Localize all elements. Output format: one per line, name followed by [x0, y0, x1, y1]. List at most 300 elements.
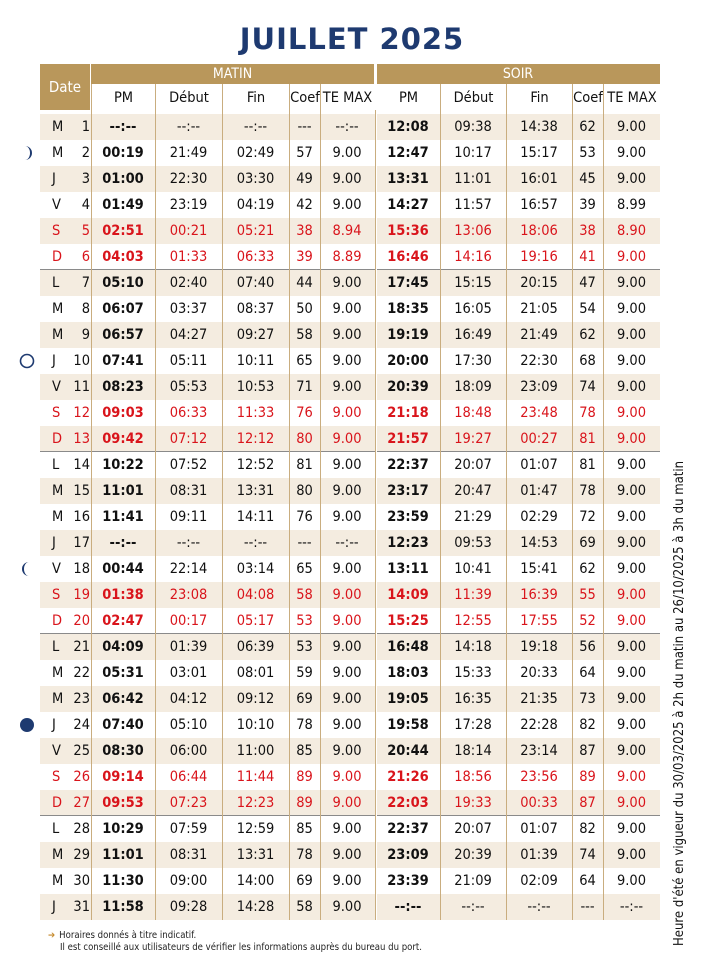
cell-fin2: 23:14: [520, 743, 558, 759]
day-letter: M: [52, 301, 64, 317]
cell-te2: 9.00: [616, 145, 647, 161]
cell-deb2: 19:27: [454, 431, 492, 447]
cell-coef1: 76: [296, 509, 313, 525]
cell-coef2: 53: [579, 145, 596, 161]
day-letter: M: [52, 691, 64, 707]
cell-coef1: 78: [296, 717, 313, 733]
cell-fin1: 03:14: [236, 561, 275, 577]
cell-coef1: 81: [296, 457, 313, 473]
cell-deb2: 11:39: [454, 587, 492, 603]
cell-pm1: 05:10: [102, 275, 144, 291]
day-letter: V: [52, 561, 61, 577]
day-letter: S: [52, 223, 61, 239]
day-number: 1: [81, 119, 90, 135]
date-cell: [40, 738, 90, 764]
cell-fin2: --:--: [527, 899, 551, 915]
cell-te2: 9.00: [616, 691, 647, 707]
day-number: 29: [73, 847, 90, 863]
day-number: 18: [73, 561, 90, 577]
date-cell: [40, 816, 90, 842]
date-cell: [40, 894, 90, 920]
cell-fin1: 08:37: [236, 301, 275, 317]
cell-pm1: 06:42: [102, 691, 144, 707]
cell-fin1: 11:33: [236, 405, 275, 421]
cell-deb1: 06:00: [169, 743, 208, 759]
cell-coef2: 64: [579, 665, 596, 681]
table-row: [40, 556, 660, 582]
day-letter: S: [52, 405, 61, 421]
table-row: [40, 192, 660, 218]
day-number: 23: [73, 691, 90, 707]
cell-pm2: 23:59: [387, 509, 429, 525]
day-letter: D: [52, 431, 63, 447]
matin-header: MATIN: [91, 64, 374, 84]
cell-te2: 9.00: [616, 353, 647, 369]
cell-te1: 9.00: [332, 353, 362, 369]
day-letter: M: [52, 327, 64, 343]
cell-deb1: 06:44: [169, 769, 208, 785]
full-moon-icon: [16, 350, 38, 372]
cell-te2: 9.00: [616, 613, 647, 629]
cell-coef2: 54: [579, 301, 596, 317]
cell-pm1: 08:23: [102, 379, 144, 395]
cell-pm1: 06:07: [102, 301, 144, 317]
cell-pm1: 11:30: [102, 873, 144, 889]
day-number: 11: [73, 379, 90, 395]
cell-pm2: 14:27: [387, 197, 429, 213]
cell-coef2: 81: [579, 457, 596, 473]
cell-deb2: 15:33: [454, 665, 492, 681]
cell-pm2: --:--: [394, 899, 422, 915]
day-number: 9: [81, 327, 90, 343]
cell-coef2: 64: [579, 873, 596, 889]
cell-pm2: 16:48: [387, 639, 429, 655]
cell-coef1: 59: [296, 665, 313, 681]
table-row: [40, 166, 660, 192]
cell-deb1: 08:31: [169, 847, 208, 863]
cell-fin1: 09:12: [236, 691, 275, 707]
cell-deb1: 04:12: [169, 691, 208, 707]
cell-deb2: 20:07: [454, 457, 492, 473]
cell-te2: 9.00: [616, 639, 647, 655]
cell-coef2: 89: [579, 769, 596, 785]
day-letter: M: [52, 873, 64, 889]
cell-te2: 9.00: [616, 249, 647, 265]
cell-fin2: 23:09: [520, 379, 558, 395]
day-number: 5: [81, 223, 90, 239]
cell-fin1: 14:28: [236, 899, 275, 915]
cell-te1: 8.94: [332, 223, 362, 239]
cell-te1: 9.00: [332, 509, 362, 525]
cell-fin1: 14:11: [236, 509, 275, 525]
cell-deb1: 23:19: [169, 197, 208, 213]
cell-te2: 8.90: [616, 223, 647, 239]
column-divider: [440, 84, 441, 920]
cell-fin2: 00:33: [520, 795, 558, 811]
cell-deb2: 20:39: [454, 847, 492, 863]
cell-fin1: 14:00: [236, 873, 275, 889]
cell-te2: 9.00: [616, 847, 647, 863]
date-cell: [40, 244, 90, 270]
cell-coef1: 89: [296, 769, 313, 785]
cell-deb1: 23:08: [169, 587, 208, 603]
cell-pm1: 06:57: [102, 327, 144, 343]
cell-pm2: 13:11: [387, 561, 429, 577]
day-number: 26: [73, 769, 90, 785]
cell-pm2: 18:03: [387, 665, 429, 681]
day-number: 24: [73, 717, 90, 733]
cell-fin1: 12:12: [236, 431, 275, 447]
cell-fin1: 10:10: [236, 717, 275, 733]
cell-te2: 9.00: [616, 769, 647, 785]
cell-te1: --:--: [335, 535, 359, 551]
cell-pm2: 23:09: [387, 847, 429, 863]
cell-pm2: 12:23: [387, 535, 429, 551]
cell-deb2: 10:17: [454, 145, 492, 161]
cell-pm2: 13:31: [387, 171, 429, 187]
cell-deb2: 16:49: [454, 327, 492, 343]
cell-coef1: 44: [296, 275, 313, 291]
cell-coef2: 62: [579, 119, 596, 135]
table-row: [40, 504, 660, 530]
table-row: [40, 712, 660, 738]
day-number: 7: [81, 275, 90, 291]
cell-fin1: 04:08: [236, 587, 275, 603]
cell-te2: 9.00: [616, 483, 647, 499]
cell-te2: 8.99: [616, 197, 647, 213]
cell-coef1: 49: [296, 171, 313, 187]
cell-pm2: 21:18: [387, 405, 429, 421]
day-letter: S: [52, 587, 61, 603]
cell-fin1: 06:39: [236, 639, 275, 655]
cell-te2: --:--: [619, 899, 644, 915]
cell-deb1: 01:39: [169, 639, 208, 655]
date-cell: [40, 426, 90, 452]
cell-pm1: --:--: [109, 535, 137, 551]
cell-coef1: 50: [296, 301, 313, 317]
cell-coef2: 38: [579, 223, 596, 239]
cell-coef1: 69: [296, 873, 313, 889]
date-cell: [40, 504, 90, 530]
cell-pm1: 11:41: [102, 509, 144, 525]
cell-fin2: 14:38: [520, 119, 558, 135]
cell-deb2: --:--: [461, 899, 485, 915]
cell-deb2: 16:05: [454, 301, 492, 317]
day-number: 10: [73, 353, 90, 369]
cell-deb1: 07:23: [169, 795, 208, 811]
cell-te1: 9.00: [332, 717, 362, 733]
cell-pm1: 11:58: [102, 899, 144, 915]
date-cell: [40, 608, 90, 634]
cell-deb1: --:--: [176, 535, 201, 551]
cell-fin2: 20:33: [520, 665, 558, 681]
cell-te2: 9.00: [616, 405, 647, 421]
cell-fin2: 16:39: [520, 587, 558, 603]
date-cell: [40, 712, 90, 738]
cell-deb2: 17:30: [454, 353, 492, 369]
cell-te1: 9.00: [332, 483, 362, 499]
table-row: [40, 790, 660, 816]
cell-fin1: 05:21: [236, 223, 275, 239]
date-cell: [40, 660, 90, 686]
cell-deb2: 18:56: [454, 769, 492, 785]
cell-coef2: 82: [579, 717, 596, 733]
cell-pm1: 09:03: [102, 405, 144, 421]
day-number: 28: [73, 821, 90, 837]
table-row: [40, 868, 660, 894]
cell-fin1: 05:17: [236, 613, 275, 629]
cell-coef1: 53: [296, 613, 313, 629]
cell-pm2: 15:25: [387, 613, 429, 629]
cell-coef2: 78: [579, 405, 596, 421]
cell-deb1: 08:31: [169, 483, 208, 499]
cell-fin1: 09:27: [236, 327, 275, 343]
last-quarter-moon-icon: [16, 558, 38, 580]
day-letter: J: [52, 535, 56, 551]
cell-coef1: 58: [296, 587, 313, 603]
new-moon-icon: [16, 714, 38, 736]
cell-coef1: 80: [296, 483, 313, 499]
column-divider: [320, 84, 321, 920]
cell-te1: 9.00: [332, 431, 362, 447]
cell-deb1: 04:27: [169, 327, 208, 343]
cell-te1: 9.00: [332, 405, 362, 421]
cell-coef2: 81: [579, 431, 596, 447]
day-number: 20: [73, 613, 90, 629]
day-letter: L: [52, 639, 60, 655]
cell-pm1: 07:41: [102, 353, 144, 369]
cell-deb2: 18:14: [454, 743, 492, 759]
cell-te2: 9.00: [616, 171, 647, 187]
cell-deb1: 03:37: [169, 301, 208, 317]
table-row: [40, 426, 660, 452]
cell-fin1: --:--: [243, 535, 268, 551]
date-cell: [40, 478, 90, 504]
table-row: [40, 296, 660, 322]
cell-pm2: 17:45: [387, 275, 429, 291]
cell-fin2: 14:53: [520, 535, 558, 551]
table-row: [40, 374, 660, 400]
cell-deb2: 10:41: [454, 561, 492, 577]
cell-coef2: 45: [579, 171, 596, 187]
table-row: [40, 582, 660, 608]
cell-coef2: 39: [579, 197, 596, 213]
cell-te1: 9.00: [332, 327, 362, 343]
day-letter: D: [52, 795, 63, 811]
cell-fin1: 13:31: [236, 847, 275, 863]
date-cell: [40, 374, 90, 400]
cell-pm2: 23:39: [387, 873, 429, 889]
day-letter: L: [52, 821, 60, 837]
cell-pm1: 00:44: [102, 561, 144, 577]
cell-pm1: 09:42: [102, 431, 144, 447]
first-quarter-moon-icon: [16, 142, 38, 164]
day-number: 30: [73, 873, 90, 889]
cell-pm2: 18:35: [387, 301, 429, 317]
cell-te2: 9.00: [616, 873, 647, 889]
day-number: 2: [81, 145, 90, 161]
day-number: 8: [81, 301, 90, 317]
cell-fin2: 01:47: [520, 483, 558, 499]
table-row: [40, 634, 660, 660]
cell-coef2: 87: [579, 795, 596, 811]
cell-coef2: 56: [579, 639, 596, 655]
table-row: [40, 816, 660, 842]
cell-coef1: 69: [296, 691, 313, 707]
column-divider: [155, 84, 156, 920]
cell-deb1: 01:33: [169, 249, 208, 265]
cell-fin2: 15:41: [520, 561, 558, 577]
cell-fin2: 15:17: [520, 145, 558, 161]
cell-te2: 9.00: [616, 821, 647, 837]
day-letter: M: [52, 509, 64, 525]
date-cell: [40, 348, 90, 374]
day-number: 16: [73, 509, 90, 525]
cell-fin2: 17:55: [520, 613, 558, 629]
cell-pm1: 07:40: [102, 717, 144, 733]
cell-pm1: --:--: [109, 119, 137, 135]
column-header-fin2: Fin: [506, 85, 572, 110]
date-cell: [40, 530, 90, 556]
cell-te2: 9.00: [616, 561, 647, 577]
cell-pm2: 19:58: [387, 717, 429, 733]
day-number: 6: [81, 249, 90, 265]
cell-coef1: 58: [296, 327, 313, 343]
cell-fin1: 12:59: [236, 821, 275, 837]
cell-coef2: 74: [579, 847, 596, 863]
day-letter: M: [52, 119, 64, 135]
cell-deb1: 07:12: [169, 431, 208, 447]
cell-fin1: 11:44: [236, 769, 275, 785]
day-number: 17: [73, 535, 90, 551]
cell-te1: 9.00: [332, 145, 362, 161]
cell-deb2: 16:35: [454, 691, 492, 707]
cell-fin1: 10:11: [236, 353, 275, 369]
table-row: [40, 530, 660, 556]
cell-coef2: 47: [579, 275, 596, 291]
day-number: 3: [81, 171, 90, 187]
date-cell: [40, 452, 90, 478]
cell-fin2: 16:01: [520, 171, 558, 187]
cell-deb2: 11:01: [454, 171, 492, 187]
cell-deb1: 21:49: [169, 145, 208, 161]
cell-fin2: 21:05: [520, 301, 558, 317]
cell-coef2: 73: [579, 691, 596, 707]
cell-deb1: 00:21: [169, 223, 208, 239]
cell-coef2: 74: [579, 379, 596, 395]
date-cell: [40, 790, 90, 816]
cell-pm2: 21:26: [387, 769, 429, 785]
cell-deb2: 14:18: [454, 639, 492, 655]
cell-fin1: 12:23: [236, 795, 275, 811]
cell-deb2: 09:53: [454, 535, 492, 551]
day-letter: M: [52, 665, 64, 681]
cell-deb1: 06:33: [169, 405, 208, 421]
cell-pm2: 15:36: [387, 223, 429, 239]
day-letter: J: [52, 899, 56, 915]
cell-te2: 9.00: [616, 509, 647, 525]
column-header-fin1: Fin: [222, 85, 289, 110]
date-cell: [40, 764, 90, 790]
cell-fin1: 07:40: [236, 275, 275, 291]
cell-deb2: 20:07: [454, 821, 492, 837]
cell-coef1: 65: [296, 353, 313, 369]
table-row: [40, 114, 660, 140]
cell-te2: 9.00: [616, 327, 647, 343]
day-number: 31: [73, 899, 90, 915]
cell-coef1: ---: [297, 119, 312, 135]
cell-coef1: 78: [296, 847, 313, 863]
cell-deb1: 07:52: [169, 457, 208, 473]
cell-pm2: 20:44: [387, 743, 429, 759]
cell-fin1: 04:19: [236, 197, 275, 213]
cell-pm1: 05:31: [102, 665, 144, 681]
cell-coef1: 85: [296, 821, 313, 837]
cell-te2: 9.00: [616, 119, 647, 135]
date-header: Date: [40, 64, 90, 110]
cell-fin2: 01:07: [520, 457, 558, 473]
cell-coef2: 55: [579, 587, 596, 603]
day-letter: M: [52, 483, 64, 499]
cell-pm1: 11:01: [102, 483, 144, 499]
cell-fin2: 22:28: [520, 717, 558, 733]
cell-deb1: 03:01: [169, 665, 208, 681]
cell-fin2: 23:48: [520, 405, 558, 421]
column-header-te2: TE MAX: [603, 85, 660, 110]
cell-te1: 9.00: [332, 275, 362, 291]
cell-coef1: 65: [296, 561, 313, 577]
footer-note: [48, 930, 422, 954]
day-number: 15: [73, 483, 90, 499]
soir-header: SOIR: [376, 64, 660, 84]
cell-pm2: 20:00: [387, 353, 429, 369]
cell-pm1: 02:47: [102, 613, 144, 629]
column-divider: [603, 84, 604, 920]
cell-coef1: 38: [296, 223, 313, 239]
cell-coef1: 76: [296, 405, 313, 421]
cell-te1: 9.00: [332, 379, 362, 395]
cell-deb2: 20:47: [454, 483, 492, 499]
cell-fin2: 00:27: [520, 431, 558, 447]
cell-te1: 9.00: [332, 301, 362, 317]
cell-fin2: 21:49: [520, 327, 558, 343]
cell-pm2: 22:37: [387, 457, 429, 473]
cell-fin2: 18:06: [520, 223, 558, 239]
footer-line-2: Il est conseillé aux utilisateurs de vérifier les informations auprès du bureau du port.: [60, 942, 422, 953]
cell-deb2: 19:33: [454, 795, 492, 811]
cell-te2: 9.00: [616, 743, 647, 759]
cell-pm2: 22:37: [387, 821, 429, 837]
cell-deb1: 22:30: [169, 171, 208, 187]
column-divider: [289, 84, 290, 920]
cell-te1: 9.00: [332, 743, 362, 759]
cell-coef1: 85: [296, 743, 313, 759]
cell-deb2: 18:48: [454, 405, 492, 421]
cell-te1: 9.00: [332, 821, 362, 837]
day-letter: M: [52, 145, 64, 161]
cell-deb1: 05:10: [169, 717, 208, 733]
cell-fin2: 21:35: [520, 691, 558, 707]
cell-pm2: 20:39: [387, 379, 429, 395]
day-number: 25: [73, 743, 90, 759]
date-cell: [40, 270, 90, 296]
date-cell: [40, 192, 90, 218]
table-row: [40, 660, 660, 686]
cell-te2: 9.00: [616, 379, 647, 395]
cell-pm1: 10:29: [102, 821, 144, 837]
cell-te1: 9.00: [332, 171, 362, 187]
column-header-coef2: Coef: [572, 85, 603, 110]
